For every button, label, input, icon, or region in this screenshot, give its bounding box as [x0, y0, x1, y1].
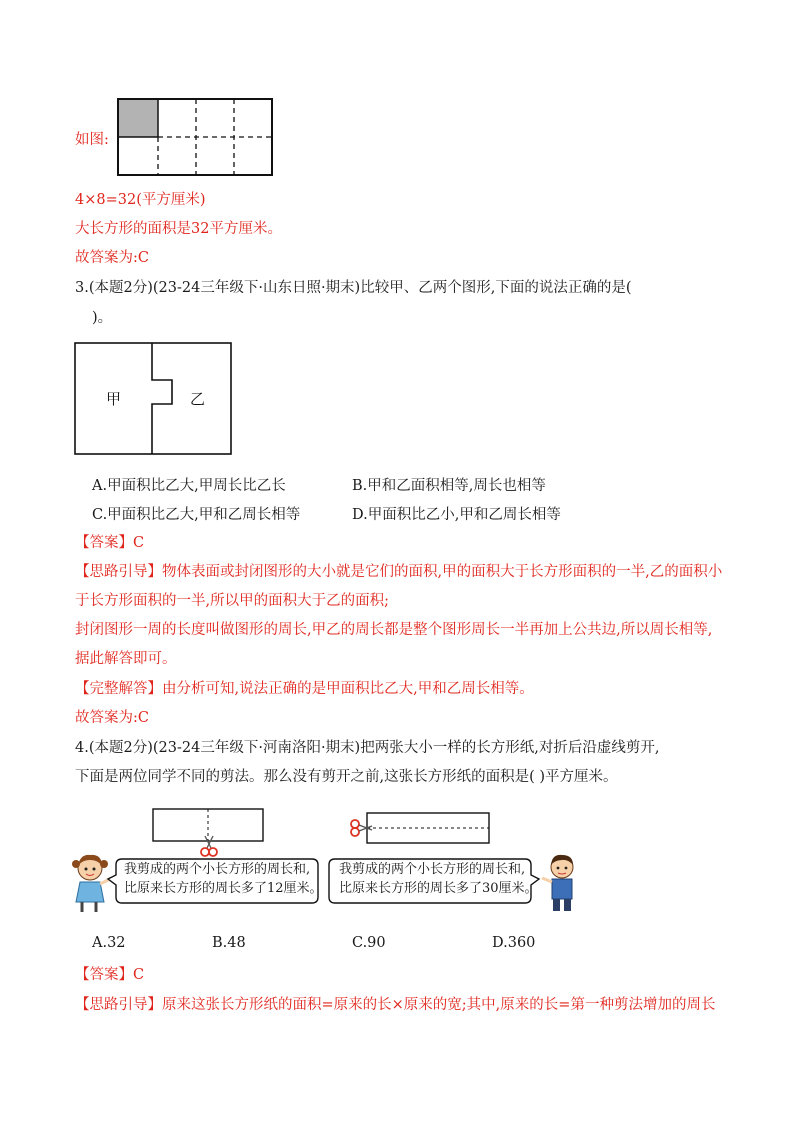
q3-answer-tag: 【答案】	[75, 535, 133, 551]
q4-option-c[interactable]: C.90	[352, 935, 386, 951]
q3-label-yi: 乙	[190, 390, 206, 408]
figure-label: 如图:	[75, 132, 109, 148]
q3-hint-4: 据此解答即可。	[75, 651, 177, 667]
q4-hint-text-1: 原来这张长方形纸的面积=原来的长×原来的宽;其中,原来的长=第一种剪法增加的周长	[162, 997, 716, 1013]
q3-hint-1	[75, 562, 722, 582]
q4-answer-tag: 【答案】	[75, 967, 133, 983]
grid-figure	[117, 98, 277, 178]
scissors-icon-right	[350, 818, 374, 838]
q3-final: 故答案为:C	[75, 710, 149, 726]
q4-option-d[interactable]: D.360	[492, 935, 536, 951]
q3-stem-line2: )。	[92, 310, 113, 326]
q3-figure	[74, 342, 234, 457]
q4-right-paper	[366, 812, 506, 852]
q3-full-solution	[75, 679, 534, 699]
q4-option-a[interactable]: A.32	[92, 935, 126, 951]
q3-option-d[interactable]: D.甲面积比乙小,甲和乙周长相等	[352, 507, 561, 523]
left-bubble-text-2: 比原来长方形的周长多了12厘米。	[124, 881, 323, 896]
left-bubble-text-1: 我剪成的两个小长方形的周长和,	[124, 862, 311, 877]
q4-stem-line2: 下面是两位同学不同的剪法。那么没有剪开之前,这张长方形纸的面积是( )平方厘米。	[75, 769, 618, 785]
q3-option-b[interactable]: B.甲和乙面积相等,周长也相等	[352, 478, 546, 494]
q3-option-c[interactable]: C.甲面积比乙大,甲和乙周长相等	[92, 507, 301, 523]
q3-answer	[75, 533, 144, 553]
area-sentence: 大长方形的面积是32平方厘米。	[75, 221, 282, 237]
q4-answer	[75, 965, 144, 985]
q3-full-tag: 【完整解答】	[75, 681, 162, 697]
q3-stem-line1: 3.(本题2分)(23-24三年级下·山东日照·期末)比较甲、乙两个图形,下面的说法正确的是(	[75, 280, 632, 296]
q4-answer-value: C	[133, 967, 145, 983]
q3-hint-3: 封闭图形一周的长度叫做图形的周长,甲乙的周长都是整个图形周长一半再加上公共边,所以周长相等,	[75, 622, 713, 638]
q3-full-text: 由分析可知,说法正确的是甲面积比乙大,甲和乙周长相等。	[162, 681, 534, 697]
boy-character-icon	[540, 852, 580, 914]
right-bubble-text-1: 我剪成的两个小长方形的周长和,	[339, 862, 526, 877]
q4-option-b[interactable]: B.48	[212, 935, 246, 951]
q3-hint-2: 于长方形面积的一半,所以甲的面积大于乙的面积;	[75, 593, 389, 609]
girl-character-icon	[68, 852, 114, 914]
q4-hint-tag: 【思路引导】	[75, 997, 162, 1013]
answer-line: 故答案为:C	[75, 250, 149, 266]
q3-option-a[interactable]: A.甲面积比乙大,甲周长比乙长	[92, 478, 286, 494]
q3-answer-value: C	[133, 535, 145, 551]
q3-hint-text-1: 物体表面或封闭图形的大小就是它们的面积,甲的面积大于长方形面积的一半,乙的面积小	[162, 564, 723, 580]
q4-stem-line1: 4.(本题2分)(23-24三年级下·河南洛阳·期末)把两张大小一样的长方形纸,对折后沿虚线剪开,	[75, 740, 660, 756]
q3-label-jia: 甲	[106, 390, 122, 408]
scissors-icon-left	[199, 836, 219, 858]
right-bubble-text-2: 比原来长方形的周长多了30厘米。	[339, 881, 538, 896]
q3-hint-tag: 【思路引导】	[75, 564, 162, 580]
q4-hint-1	[75, 995, 715, 1015]
calc-line: 4×8=32(平方厘米)	[75, 192, 206, 208]
